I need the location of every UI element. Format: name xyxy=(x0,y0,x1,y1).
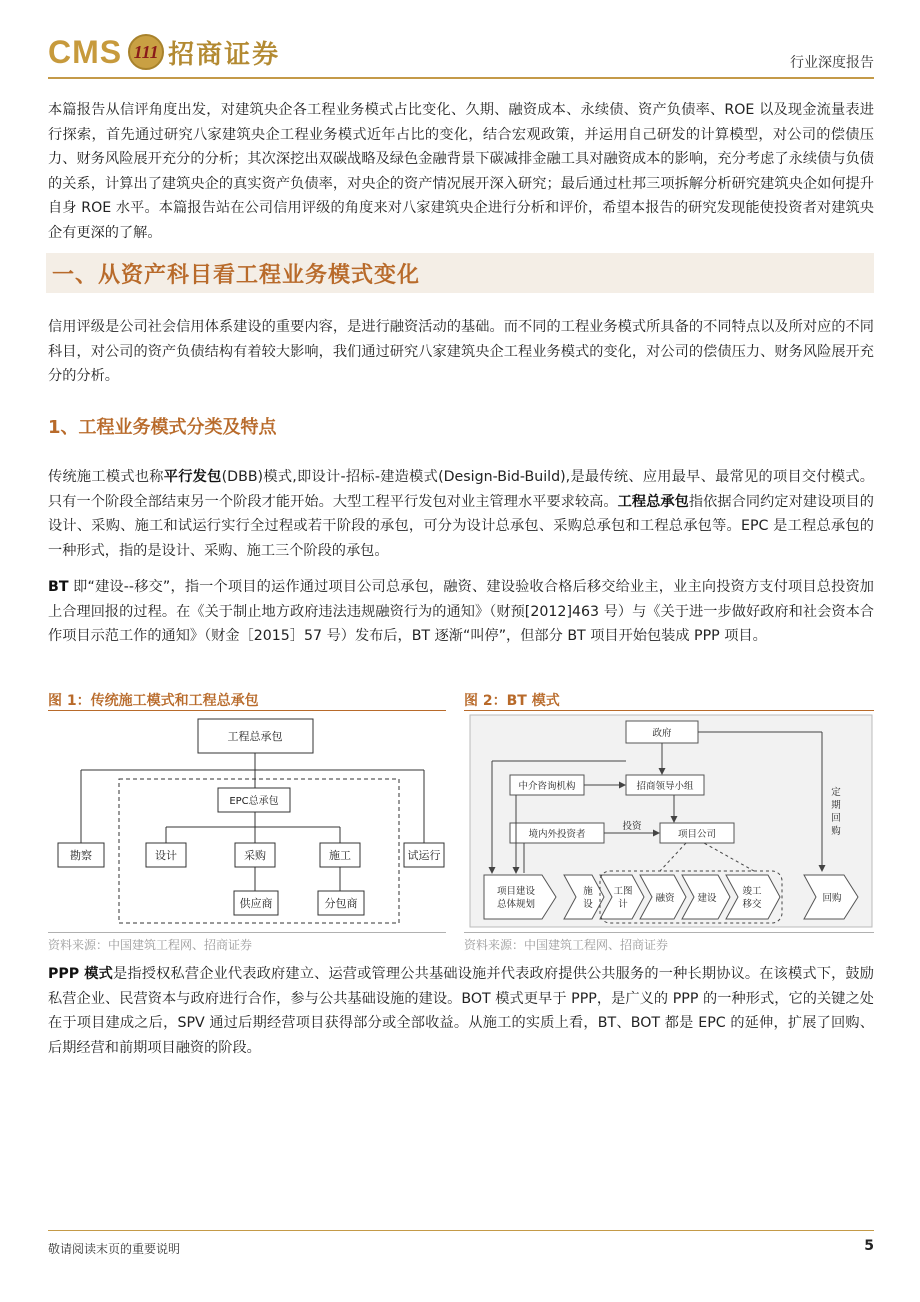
bold-term-dbb: 平行发包 xyxy=(163,469,222,485)
page-header xyxy=(48,28,874,76)
section-heading: 一、从资产科目看工程业务模式变化 xyxy=(52,263,421,288)
page-number: 5 xyxy=(864,1238,874,1254)
node-project-company: 项目公司 xyxy=(677,829,717,840)
logo-seal-icon: 111 xyxy=(128,34,164,70)
subsection-heading: 1、工程业务模式分类及特点 xyxy=(48,417,277,438)
node-design: 设计 xyxy=(155,849,177,862)
bt-paragraph xyxy=(48,575,874,649)
bold-term-ppp: PPP 模式 xyxy=(48,966,114,982)
stage-drawing-line1: 工图 xyxy=(613,886,633,897)
header-divider xyxy=(48,77,874,79)
stage-planning-line1: 项目建设 xyxy=(496,886,536,897)
text-span: 即“建设--移交”，指一个项目的运作通过项目公司总承包，融资、建设验收合格后移交给业主，业主向投资方支付项目总投资加上合理回报的过程。在《关于制止地方政府违法违规融资行为的通知》（财预[2012]463 号）与《关于进一步做好政府和社会资本合作项目示范工作的通知》（财金［2015］57 号）发布后，BT 逐渐“叫停”，但部分 BT 项目开始包装成 PPP 项目。 xyxy=(48,579,874,645)
text-span: 是指授权私营企业代表政府建立、运营或管理公共基础设施并代表政府提供公共服务的一种长期协议。在该模式下，鼓励私营企业、民营资本与政府进行合作，参与公共基础设施的建设。BOT 模式更早于 PPP，是广义的 PPP 的一种形式，它的关键之处在于项目建成之后，SPV 通过后期经营项目获得部分或全部收益。从施工的实质上看，BT、BOT 都是 EPC 的延伸，扩展了回购、后期经营和前期项目融资的阶段。 xyxy=(48,966,874,1056)
stage-handover-line1: 竣工 xyxy=(742,886,762,897)
node-procure: 采购 xyxy=(244,849,266,862)
node-supplier: 供应商 xyxy=(239,897,273,910)
logo-chinese-text: 招商证券 xyxy=(168,39,281,70)
node-epc: EPC总承包 xyxy=(229,796,279,807)
figure1-title-rule xyxy=(48,710,446,711)
ppp-paragraph xyxy=(48,962,874,1060)
label-invest: 投资 xyxy=(622,821,642,832)
label-buyback-v1: 定 xyxy=(831,787,841,798)
node-trial-run: 试运行 xyxy=(407,849,441,862)
bold-term-epc: 工程总承包 xyxy=(617,493,689,510)
figure2-title-rule xyxy=(464,710,874,711)
figure1-source: 资料来源：中国建筑工程网、招商证券 xyxy=(48,938,253,952)
intro-paragraph: 本篇报告从信评角度出发，对建筑央企各工程业务模式占比变化、久期、融资成本、永续债、资产负债率、ROE 以及现金流量表进行探索，首先通过研究八家建筑央企工程业务模式近年占比的变化，结合宏观政策，并运用自己研发的计算模型，对公司的偿债压力、财务风险展开充分的分析；其次深挖出双碳战略及绿色金融背景下碳减排金融工具对融资成本的影响，充分考虑了永续债与负债的关系，计算出了建筑央企的真实资产负债率，对央企的资产情况展开深入研究；最后通过杜邦三项拆解分析研究建筑央企如何提升自身 ROE 水平。本篇报告站在公司信用评级的角度来对八家建筑央企进行分析和评价，希望本报告的研究发现能使投资者对建筑央企有更深的了解。 xyxy=(48,102,874,241)
report-type: 行业深度报告 xyxy=(790,55,874,71)
figure1-source-rule xyxy=(48,932,446,933)
node-government: 政府 xyxy=(652,728,672,739)
stage-design-line1: 施 xyxy=(583,886,593,897)
stage-build: 建设 xyxy=(697,893,717,904)
figure2-diagram xyxy=(464,713,874,931)
stage-drawing-line2: 计 xyxy=(618,899,628,910)
stage-finance: 融资 xyxy=(655,893,675,904)
node-survey: 勘察 xyxy=(70,849,92,862)
section1-paragraph: 信用评级是公司社会信用体系建设的重要内容，是进行融资活动的基础。而不同的工程业务模式所具备的不同特点以及所对应的不同科目，对公司的资产负债结构有着较大影响，我们通过研究八家建筑央企工程业务模式的变化，对公司的偿债压力、财务风险展开充分的分析。 xyxy=(48,319,874,385)
figure2-source-rule xyxy=(464,932,874,933)
figure1-title: 图 1：传统施工模式和工程总承包 xyxy=(48,693,259,709)
figure2-source: 资料来源：中国建筑工程网、招商证券 xyxy=(464,938,669,952)
node-general-contract: 工程总承包 xyxy=(227,730,283,743)
node-leader-group: 招商领导小组 xyxy=(636,781,694,792)
stage-planning-line2: 总体规划 xyxy=(496,899,536,910)
stage-handover-line2: 移交 xyxy=(742,899,762,910)
label-buyback-v3: 回 xyxy=(831,813,841,824)
footer-disclaimer: 敬请阅读末页的重要说明 xyxy=(48,1242,181,1256)
bold-term-bt: BT xyxy=(48,579,69,595)
dbb-epc-paragraph xyxy=(48,465,874,563)
node-agency: 中介咨询机构 xyxy=(518,781,576,792)
label-buyback-v4: 购 xyxy=(831,826,841,837)
stage-design-line2: 设 xyxy=(583,899,593,910)
figure1-diagram xyxy=(48,713,446,931)
figure2-title: 图 2：BT 模式 xyxy=(464,693,560,709)
cms-logo xyxy=(48,32,280,72)
node-investor: 境内外投资者 xyxy=(528,829,586,840)
logo-cms-text: CMS xyxy=(48,33,123,70)
label-buyback-v2: 期 xyxy=(831,800,841,811)
footer-divider xyxy=(48,1230,874,1231)
node-subcontractor: 分包商 xyxy=(324,897,358,910)
text-span: 传统施工模式也称 xyxy=(48,469,164,485)
text-span: 指依据合同约定对建设项目的设计、采购、施工和试运行实行全过程或若干阶段的承包，可分为设计总承包、采购总承包和工程总承包等。EPC 是工程总承包的一种形式，指的是设计、采购、施工三个阶段的承包。 xyxy=(48,493,874,559)
stage-buyback: 回购 xyxy=(822,893,842,904)
node-construct: 施工 xyxy=(329,849,351,862)
text-span: (DBB)模式,即设计-招标-建造模式(Design-Bid-Build),是最传统、应用最早、最常见的项目交付模式。只有一个阶段全部结束另一个阶段才能开始。大型工程平行发包对业主管理水平要求较高。 xyxy=(48,469,874,510)
